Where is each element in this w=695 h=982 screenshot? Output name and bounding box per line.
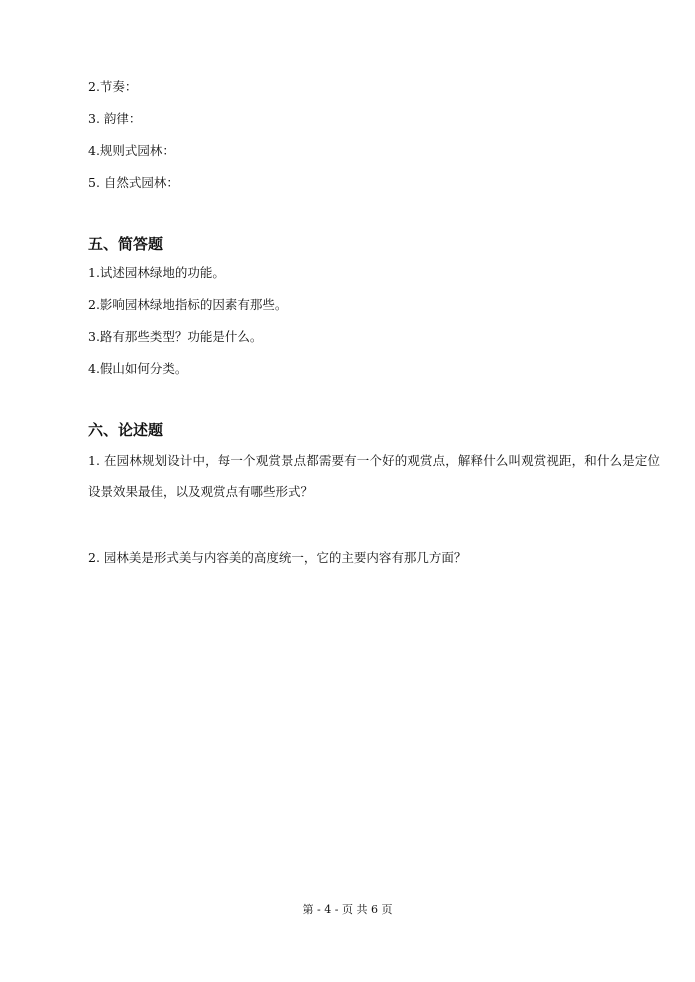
definition-item-cadence: 3. 韵律： xyxy=(88,111,142,126)
definition-item-rhythm: 2.节奏： xyxy=(88,79,138,94)
definition-item-natural-garden: 5. 自然式园林： xyxy=(88,175,179,190)
section-heading-short-answer: 五、简答题 xyxy=(88,235,164,253)
short-answer-question-2: 2.影响园林绿地指标的因素有那些。 xyxy=(88,297,288,312)
short-answer-question-4: 4.假山如何分类。 xyxy=(88,361,188,376)
essay-question-2: 2. 园林美是形式美与内容美的高度统一，它的主要内容有那几方面？ xyxy=(88,550,467,565)
page-number-footer: 第 - 4 - 页 共 6 页 xyxy=(302,903,393,916)
short-answer-question-3: 3.路有那些类型？功能是什么。 xyxy=(88,329,263,344)
definition-item-formal-garden: 4.规则式园林： xyxy=(88,143,175,158)
essay-question-1: 1. 在园林规划设计中，每一个观赏景点都需要有一个好的观赏点，解释什么叫观赏视距，和什么是定位设景效果最佳，以及观赏点有哪些形式？ xyxy=(88,453,660,499)
section-heading-essay: 六、论述题 xyxy=(88,421,164,439)
short-answer-question-1: 1.试述园林绿地的功能。 xyxy=(88,265,225,280)
